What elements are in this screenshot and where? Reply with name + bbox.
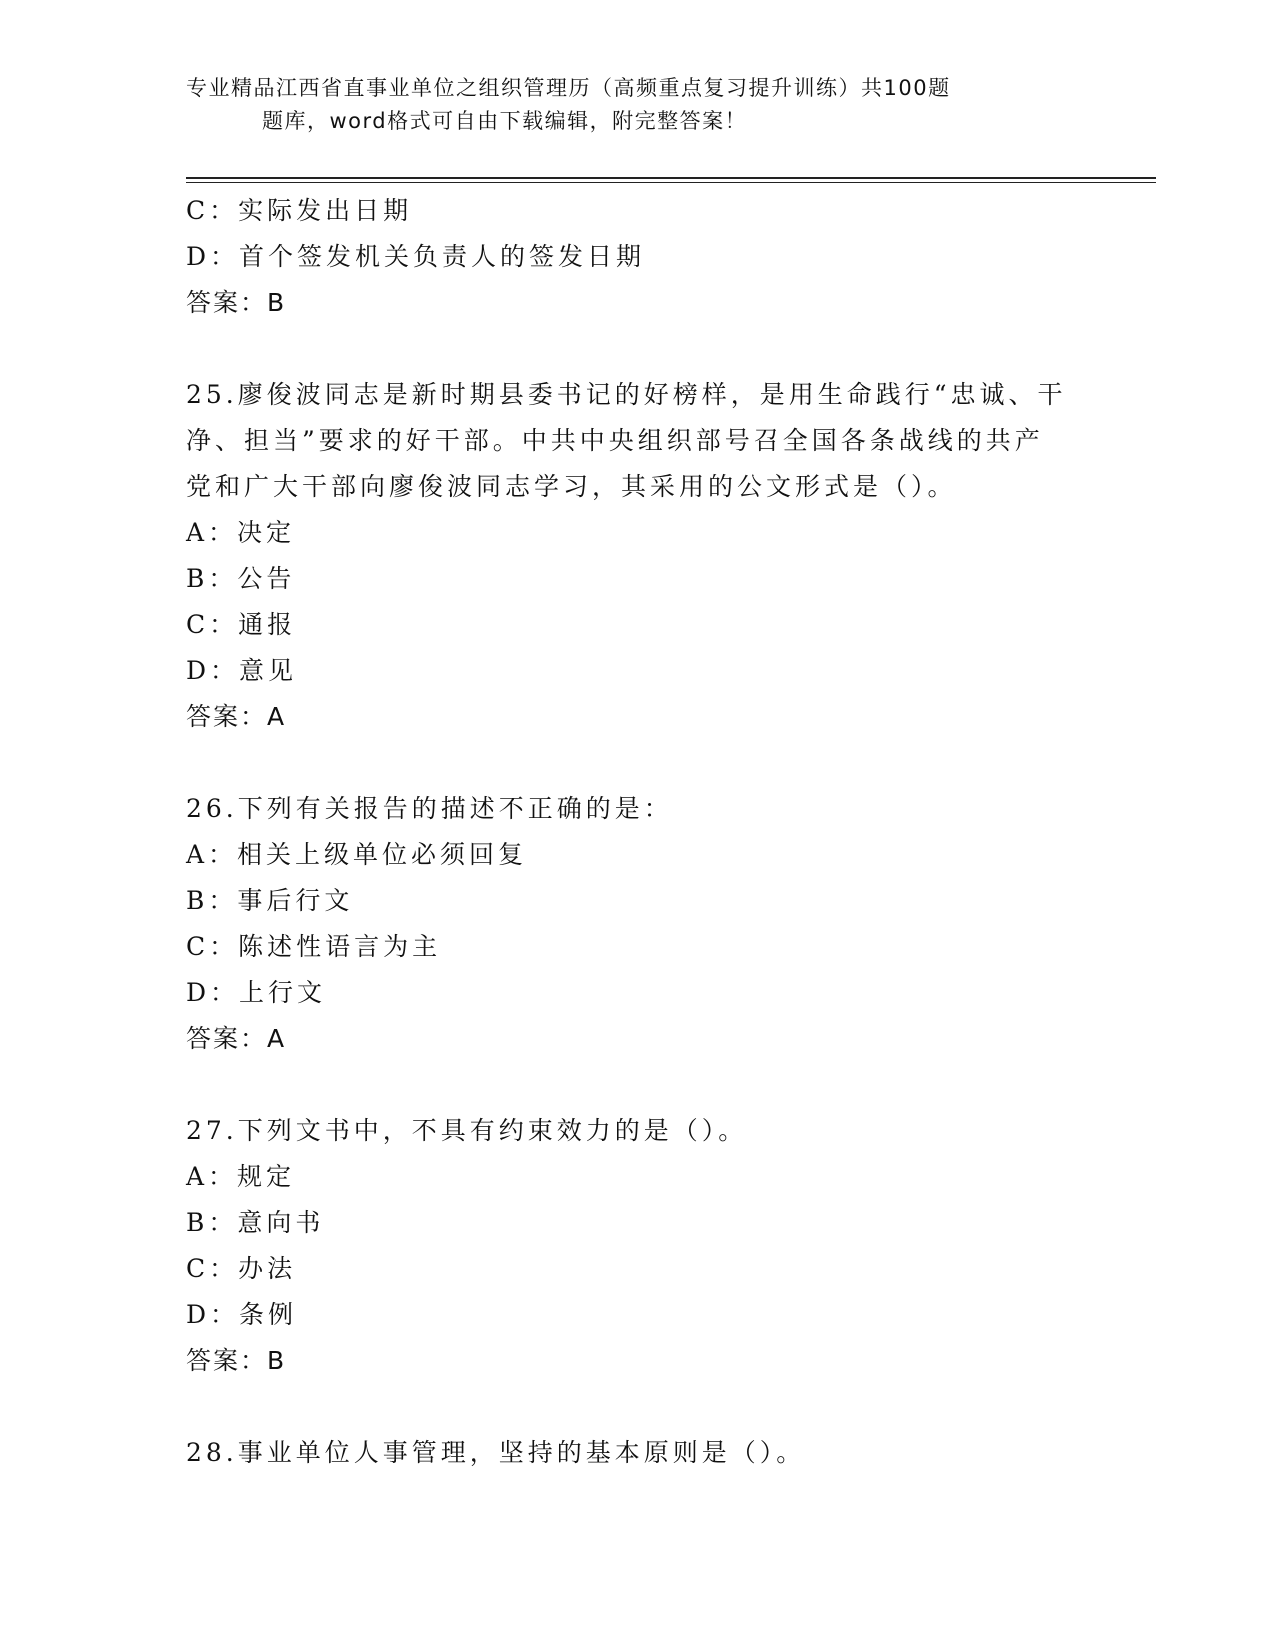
option-c: C：通报 [186,610,297,639]
question-25 [186,372,1086,740]
header-divider-thin [186,182,1156,183]
question-26 [186,786,1086,1062]
document-header [186,72,1046,138]
header-divider-thick [186,177,1156,179]
option-d: D：上行文 [186,978,327,1007]
spacer [186,1384,1086,1430]
header-title-line2: 题库，word格式可自由下载编辑，附完整答案！ [262,109,748,133]
question-27 [186,1108,1086,1384]
spacer [186,740,1086,786]
spacer [186,326,1086,372]
question-list [186,188,1086,1476]
answer-label: 答案：B [186,288,287,317]
spacer [186,1062,1086,1108]
answer-label: 答案：A [186,1024,287,1053]
option-c: C：实际发出日期 [186,196,413,225]
question-stem: 25.廖俊波同志是新时期县委书记的好榜样，是用生命践行“忠诚、干 [186,380,1067,409]
option-d: D：意见 [186,656,298,685]
answer-label: 答案：B [186,1346,287,1375]
question-stem: 28.事业单位人事管理，坚持的基本原则是（）。 [186,1438,806,1467]
question-24-tail [186,188,1086,326]
option-d: D：首个签发机关负责人的签发日期 [186,242,646,271]
option-d: D：条例 [186,1300,298,1329]
question-stem: 26.下列有关报告的描述不正确的是： [186,794,673,823]
option-c: C：陈述性语言为主 [186,932,442,961]
option-a: A：决定 [186,518,296,547]
answer-label: 答案：A [186,702,287,731]
option-c: C：办法 [186,1254,297,1283]
option-b: B：事后行文 [186,886,354,915]
header-title-line1: 专业精品江西省直事业单位之组织管理历（高频重点复习提升训练）共100题 [186,76,951,100]
question-stem: 党和广大干部向廖俊波同志学习，其采用的公文形式是（）。 [186,472,957,501]
option-b: B：公告 [186,564,296,593]
option-b: B：意向书 [186,1208,325,1237]
question-28 [186,1430,1086,1476]
question-stem: 净、担当”要求的好干部。中共中央组织部号召全国各条战线的共产 [186,426,1044,455]
option-a: A：相关上级单位必须回复 [186,840,528,869]
option-a: A：规定 [186,1162,296,1191]
question-stem: 27.下列文书中，不具有约束效力的是（）。 [186,1116,748,1145]
